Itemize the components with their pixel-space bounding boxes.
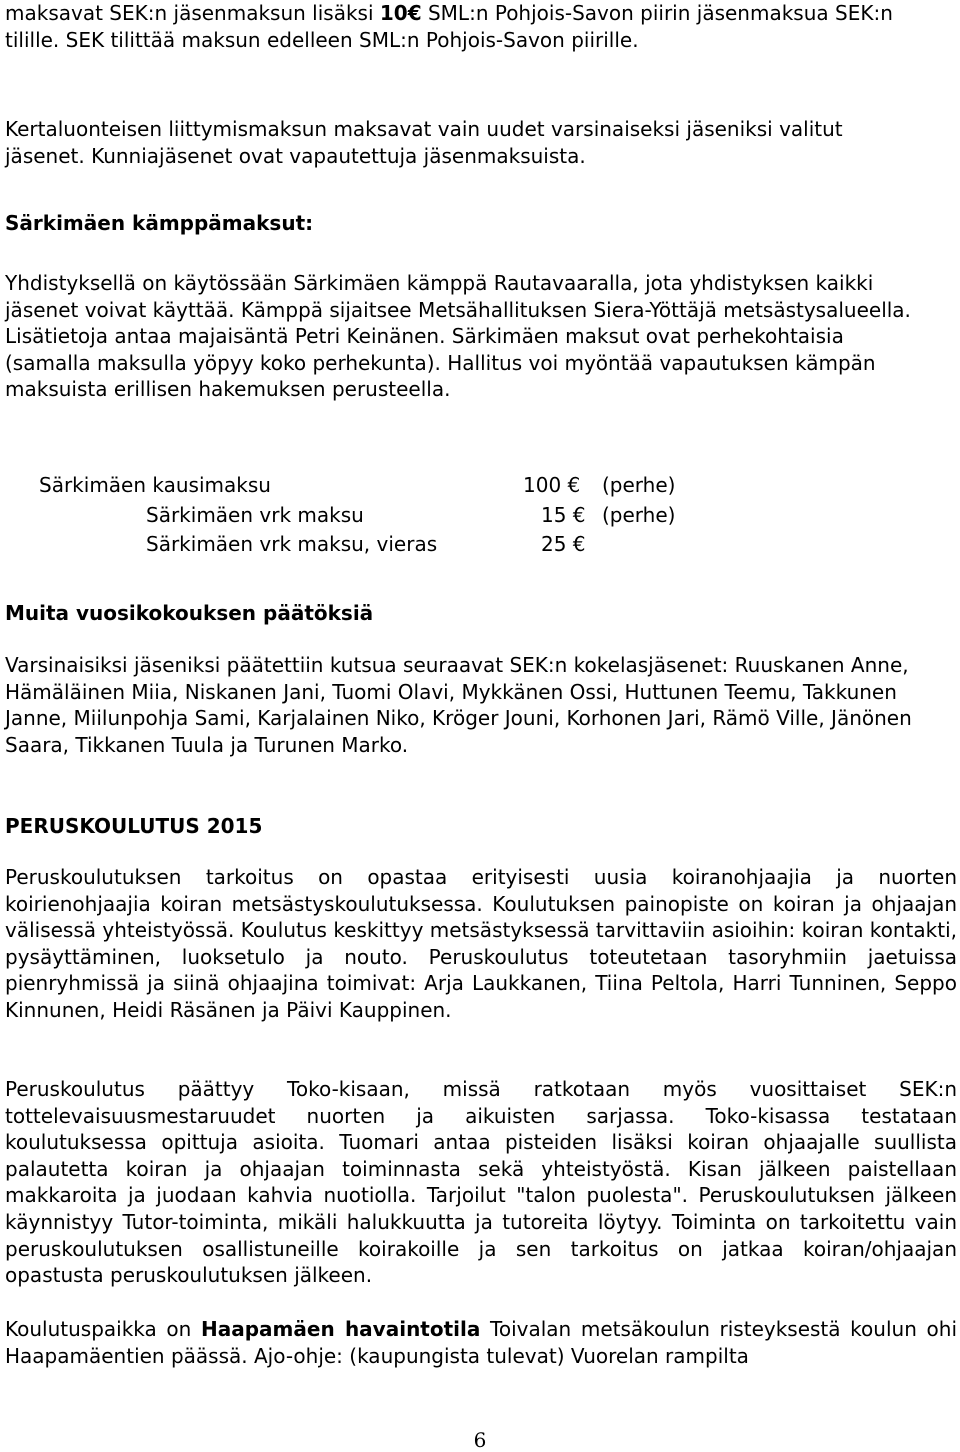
fee-name: Särkimäen vrk maksu [146, 502, 364, 527]
text-segment: maksavat SEK:n jäsenmaksun lisäksi [5, 1, 380, 25]
fee-unit: (perhe) [602, 473, 676, 497]
heading-peruskoulutus: PERUSKOULUTUS 2015 [5, 814, 263, 838]
text-segment: SML:n Pohjois-Savon piirin jäsenmaksua SEK:n tilille. SEK tilittää maksun edelleen SML:n Pohjois-Savon piirille. [5, 1, 893, 52]
paragraph-toko-kisa: Peruskoulutus päättyy Toko-kisaan, missä ratkotaan myös vuosittaiset SEK:n tottelevaisuusmestaruudet nuorten ja aikuisten sarjassa. Toko-kisassa testataan koulutuksessa opittuja asioita. Tuomari antaa pisteiden lisäksi koiran ohjaajalle suullista palautetta koiran ja ohjaajan toiminnasta sekä yhteistyöstä. Kisan jälkeen paistellaan makkaroita ja juodaan kahvia nuotiolla. Tarjoilut "talon puolesta". Peruskoulutuksen jälkeen käynnistyy Tutor-toiminta, mikäli halukkuutta ja tutoreita löytyy. Toiminta on tarkoitettu vain peruskoulutuksen osallistuneille koirakoille ja sen tarkoitus on jatkaa koiran/ohjaajan opastusta peruskoulutuksen jälkeen. [5, 1077, 957, 1288]
paragraph-peruskoulutus-purpose: Peruskoulutuksen tarkoitus on opastaa erityisesti uusia koiranohjaajia ja nuorten koirienohjaajia koiran metsästyskoulutuksessa. Koulutuksen painopiste on koiran ja ohjaajan välisessä yhteistyössä. Koulutus keskittyy metsästyksessä tarvittaviin asioihin: koiran kontakti, pysäyttäminen, luoksetulo ja nouto. Peruskoulutus toteutetaan tasoryhmiin jaetuissa pienryhmissä ja siinä ohjaajina toimivat: Arja Laukkanen, Tiina Peltola, Harri Tunninen, Seppo Kinnunen, Heidi Räsänen ja Päivi Kauppinen. [5, 865, 957, 1022]
heading-muita-paatoksia: Muita vuosikokouksen päätöksiä [5, 601, 374, 625]
fee-unit: (perhe) [602, 502, 676, 527]
text-segment: Koulutuspaikka on [5, 1317, 201, 1341]
paragraph-location [5, 1316, 957, 1369]
fee-amount: 100 € [523, 473, 581, 497]
page-number: 6 [473, 1428, 487, 1452]
fee-name: Särkimäen vrk maksu, vieras [146, 532, 438, 556]
fee-amount: 25 € [541, 532, 586, 556]
fee-name: Särkimäen kausimaksu [39, 473, 271, 497]
heading-kamppamaksut: Särkimäen kämppämaksut: [5, 211, 314, 235]
paragraph-new-members: Varsinaisiksi jäseniksi päätettiin kutsua seuraavat SEK:n kokelasjäsenet: Ruuskanen Anne, Hämäläinen Miia, Niskanen Jani, Tuomi Olavi, Mykkänen Ossi, Huttunen Teemu, Takkunen Janne, Miilunpohja Sami, Karjalainen Niko, Kröger Jouni, Korhonen Jari, Rämö Ville, Jänönen Saara, Tikkanen Tuula ja Turunen Marko. [5, 653, 912, 757]
location-name: Haapamäen havaintotila [201, 1317, 481, 1341]
paragraph-membership-fee [5, 0, 895, 53]
paragraph-joining-fee: Kertaluonteisen liittymismaksun maksavat vain uudet varsinaiseksi jäseniksi valitut jäsenet. Kunniajäsenet ovat vapautettuja jäsenmaksuista. [5, 117, 843, 168]
fee-amount: 10€ [379, 1, 422, 25]
text-segment: Toivalan metsäkoulun risteyksestä koulun ohi Haapamäentien päässä. Ajo-ohje: (kaupungista tulevat) Vuorelan rampilta [5, 1317, 957, 1368]
fee-amount: 15 € [541, 502, 586, 527]
paragraph-kamppa: Yhdistyksellä on käytössään Särkimäen kämppä Rautavaaralla, jota yhdistyksen kaikki jäsenet voivat käyttää. Kämppä sijaitsee Metsähallituksen Siera-Yöttäjä metsästysalueella. Lisätietoja antaa majaisäntä Petri Keinänen. Särkimäen maksut ovat perhekohtaisia (samalla maksulla yöpyy koko perhekunta). Hallitus voi myöntää vapautuksen kämpän maksuista erillisen hakemuksen perusteella. [5, 271, 911, 402]
